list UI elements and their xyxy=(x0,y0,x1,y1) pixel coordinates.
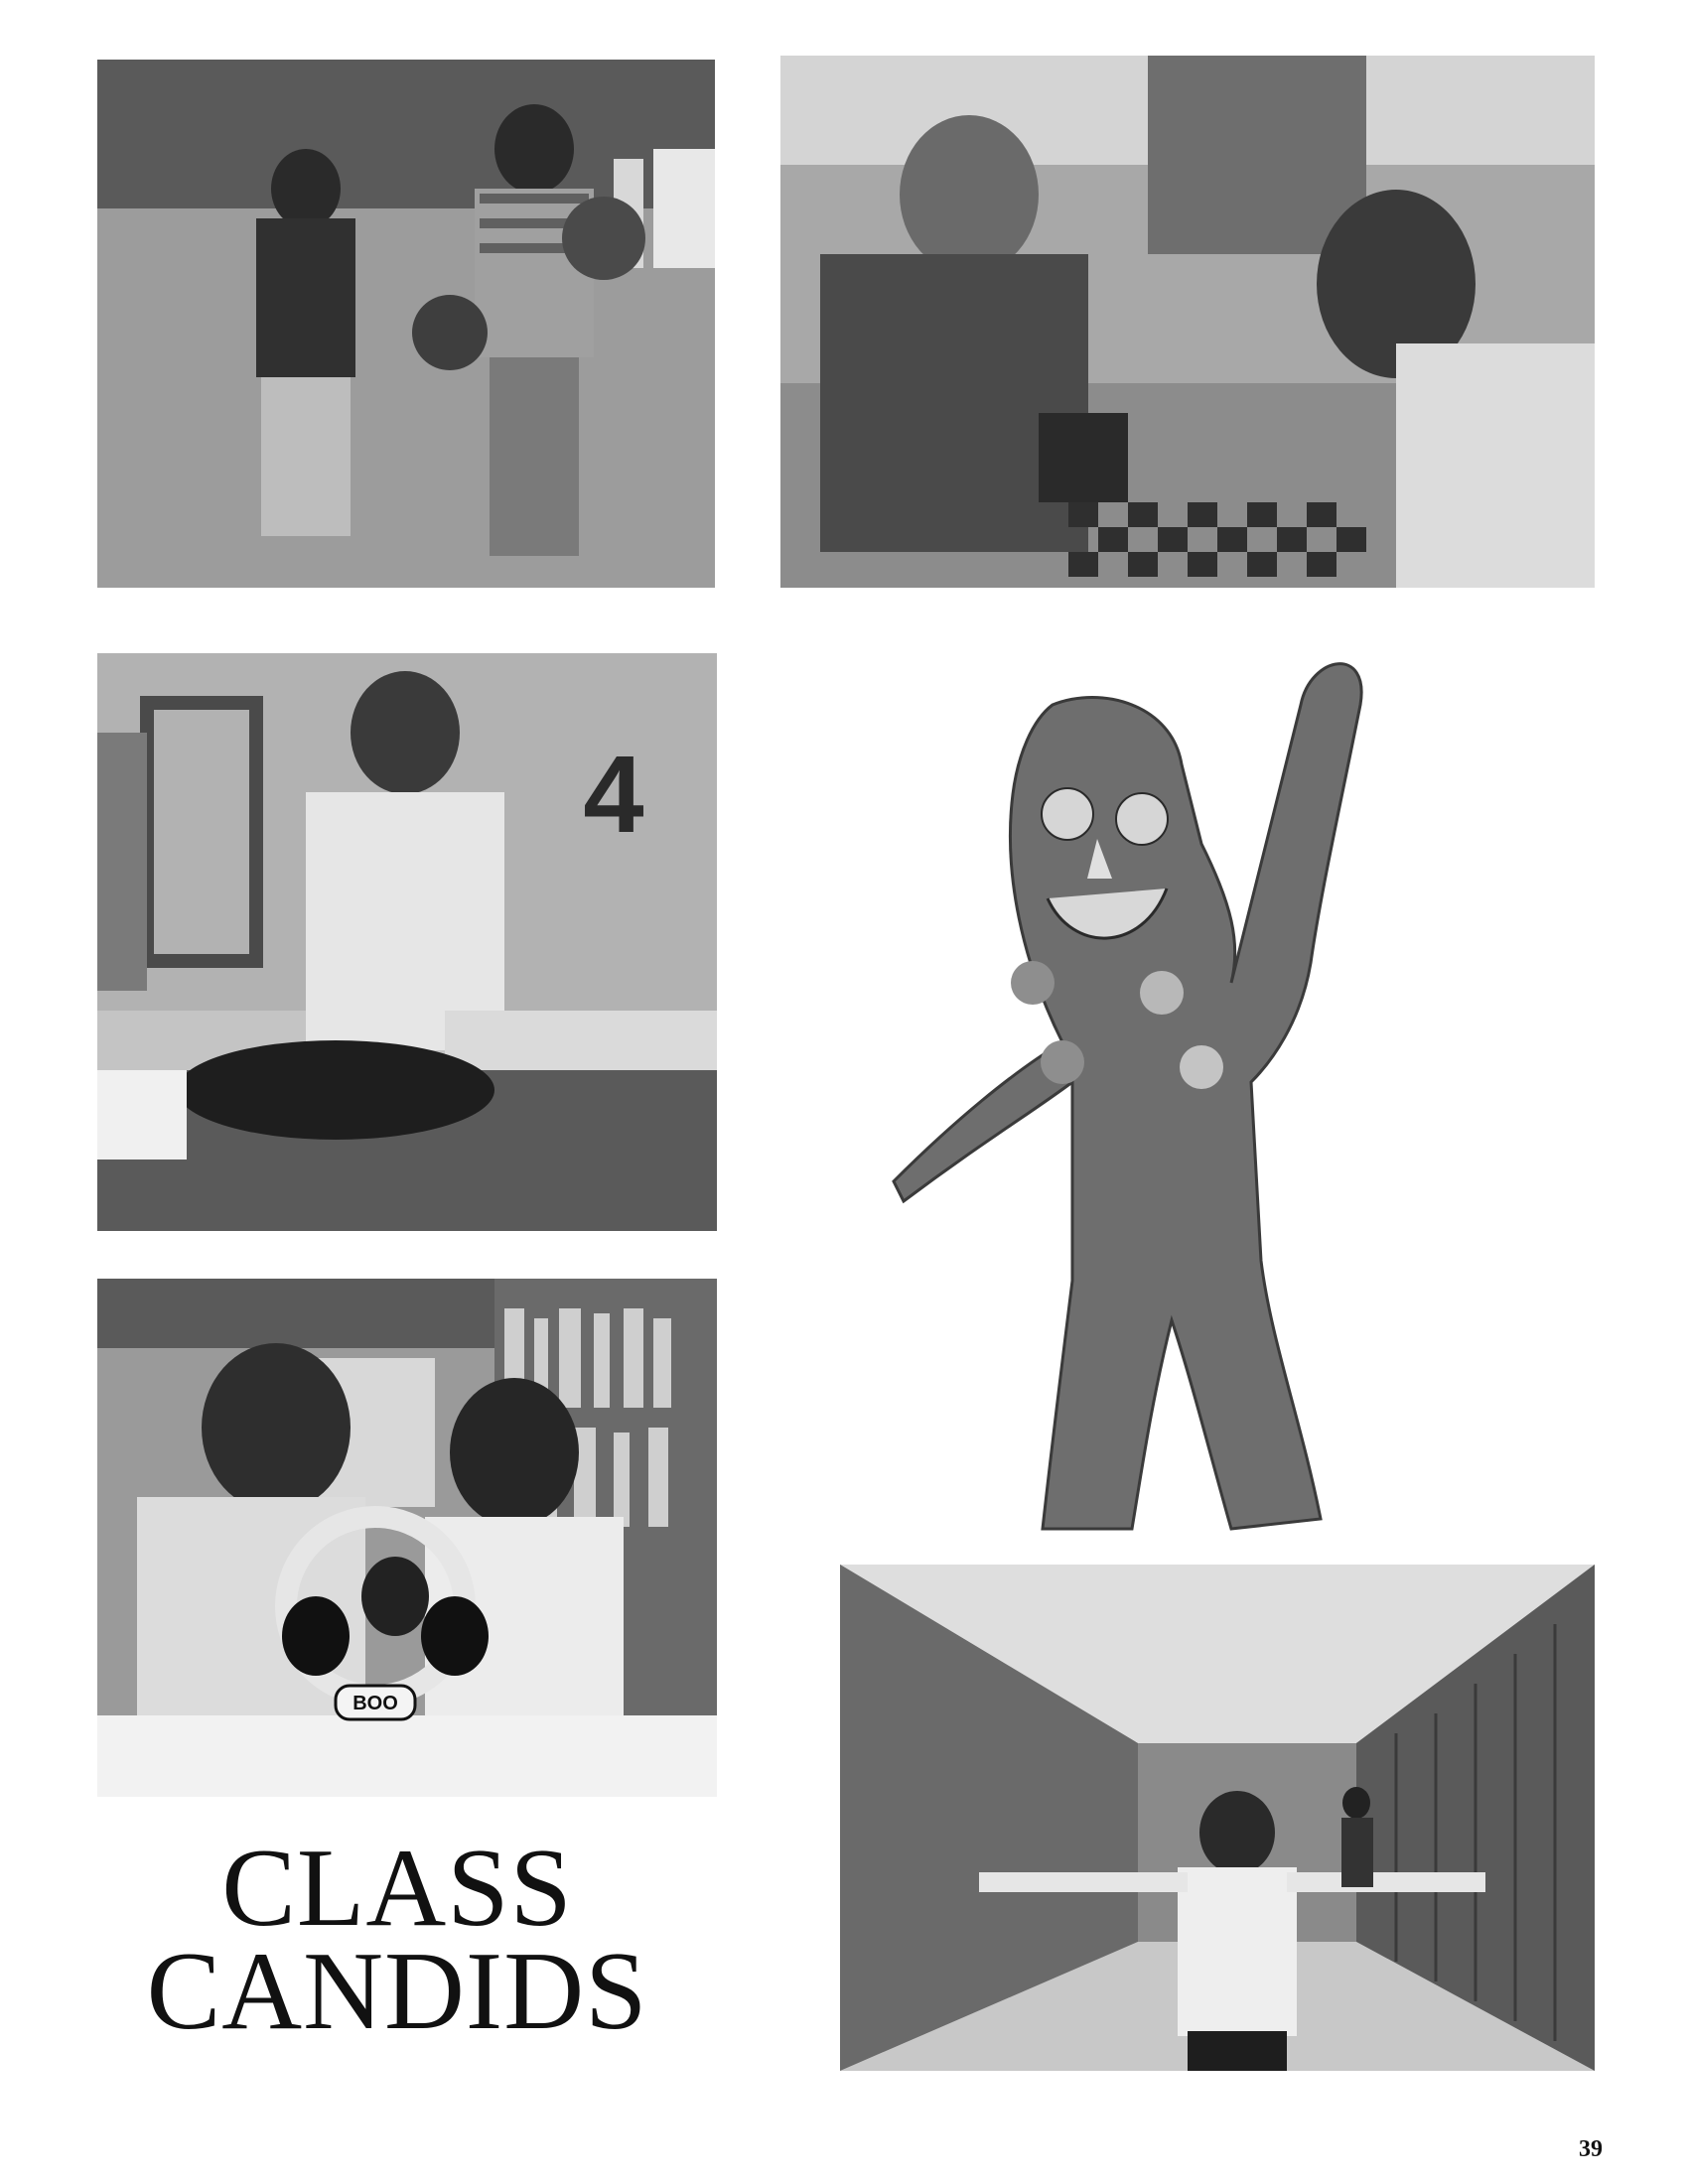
page-number: 39 xyxy=(1579,2136,1603,2162)
gumby-cutout-artwork xyxy=(874,645,1390,1539)
gym-basketball-photo xyxy=(97,60,715,588)
boo-label: BOO xyxy=(352,1693,398,1714)
page-title xyxy=(99,1827,695,2053)
checkers-game-photo xyxy=(780,56,1595,588)
title-line-2: CANDIDS xyxy=(146,1930,648,2053)
cooking-class-photo xyxy=(97,653,717,1231)
library-wreath-photo xyxy=(97,1279,717,1797)
svg-text:4: 4 xyxy=(583,734,644,856)
hallway-lockers-photo xyxy=(840,1565,1595,2071)
title-line-1: CLASS xyxy=(221,1827,573,1950)
